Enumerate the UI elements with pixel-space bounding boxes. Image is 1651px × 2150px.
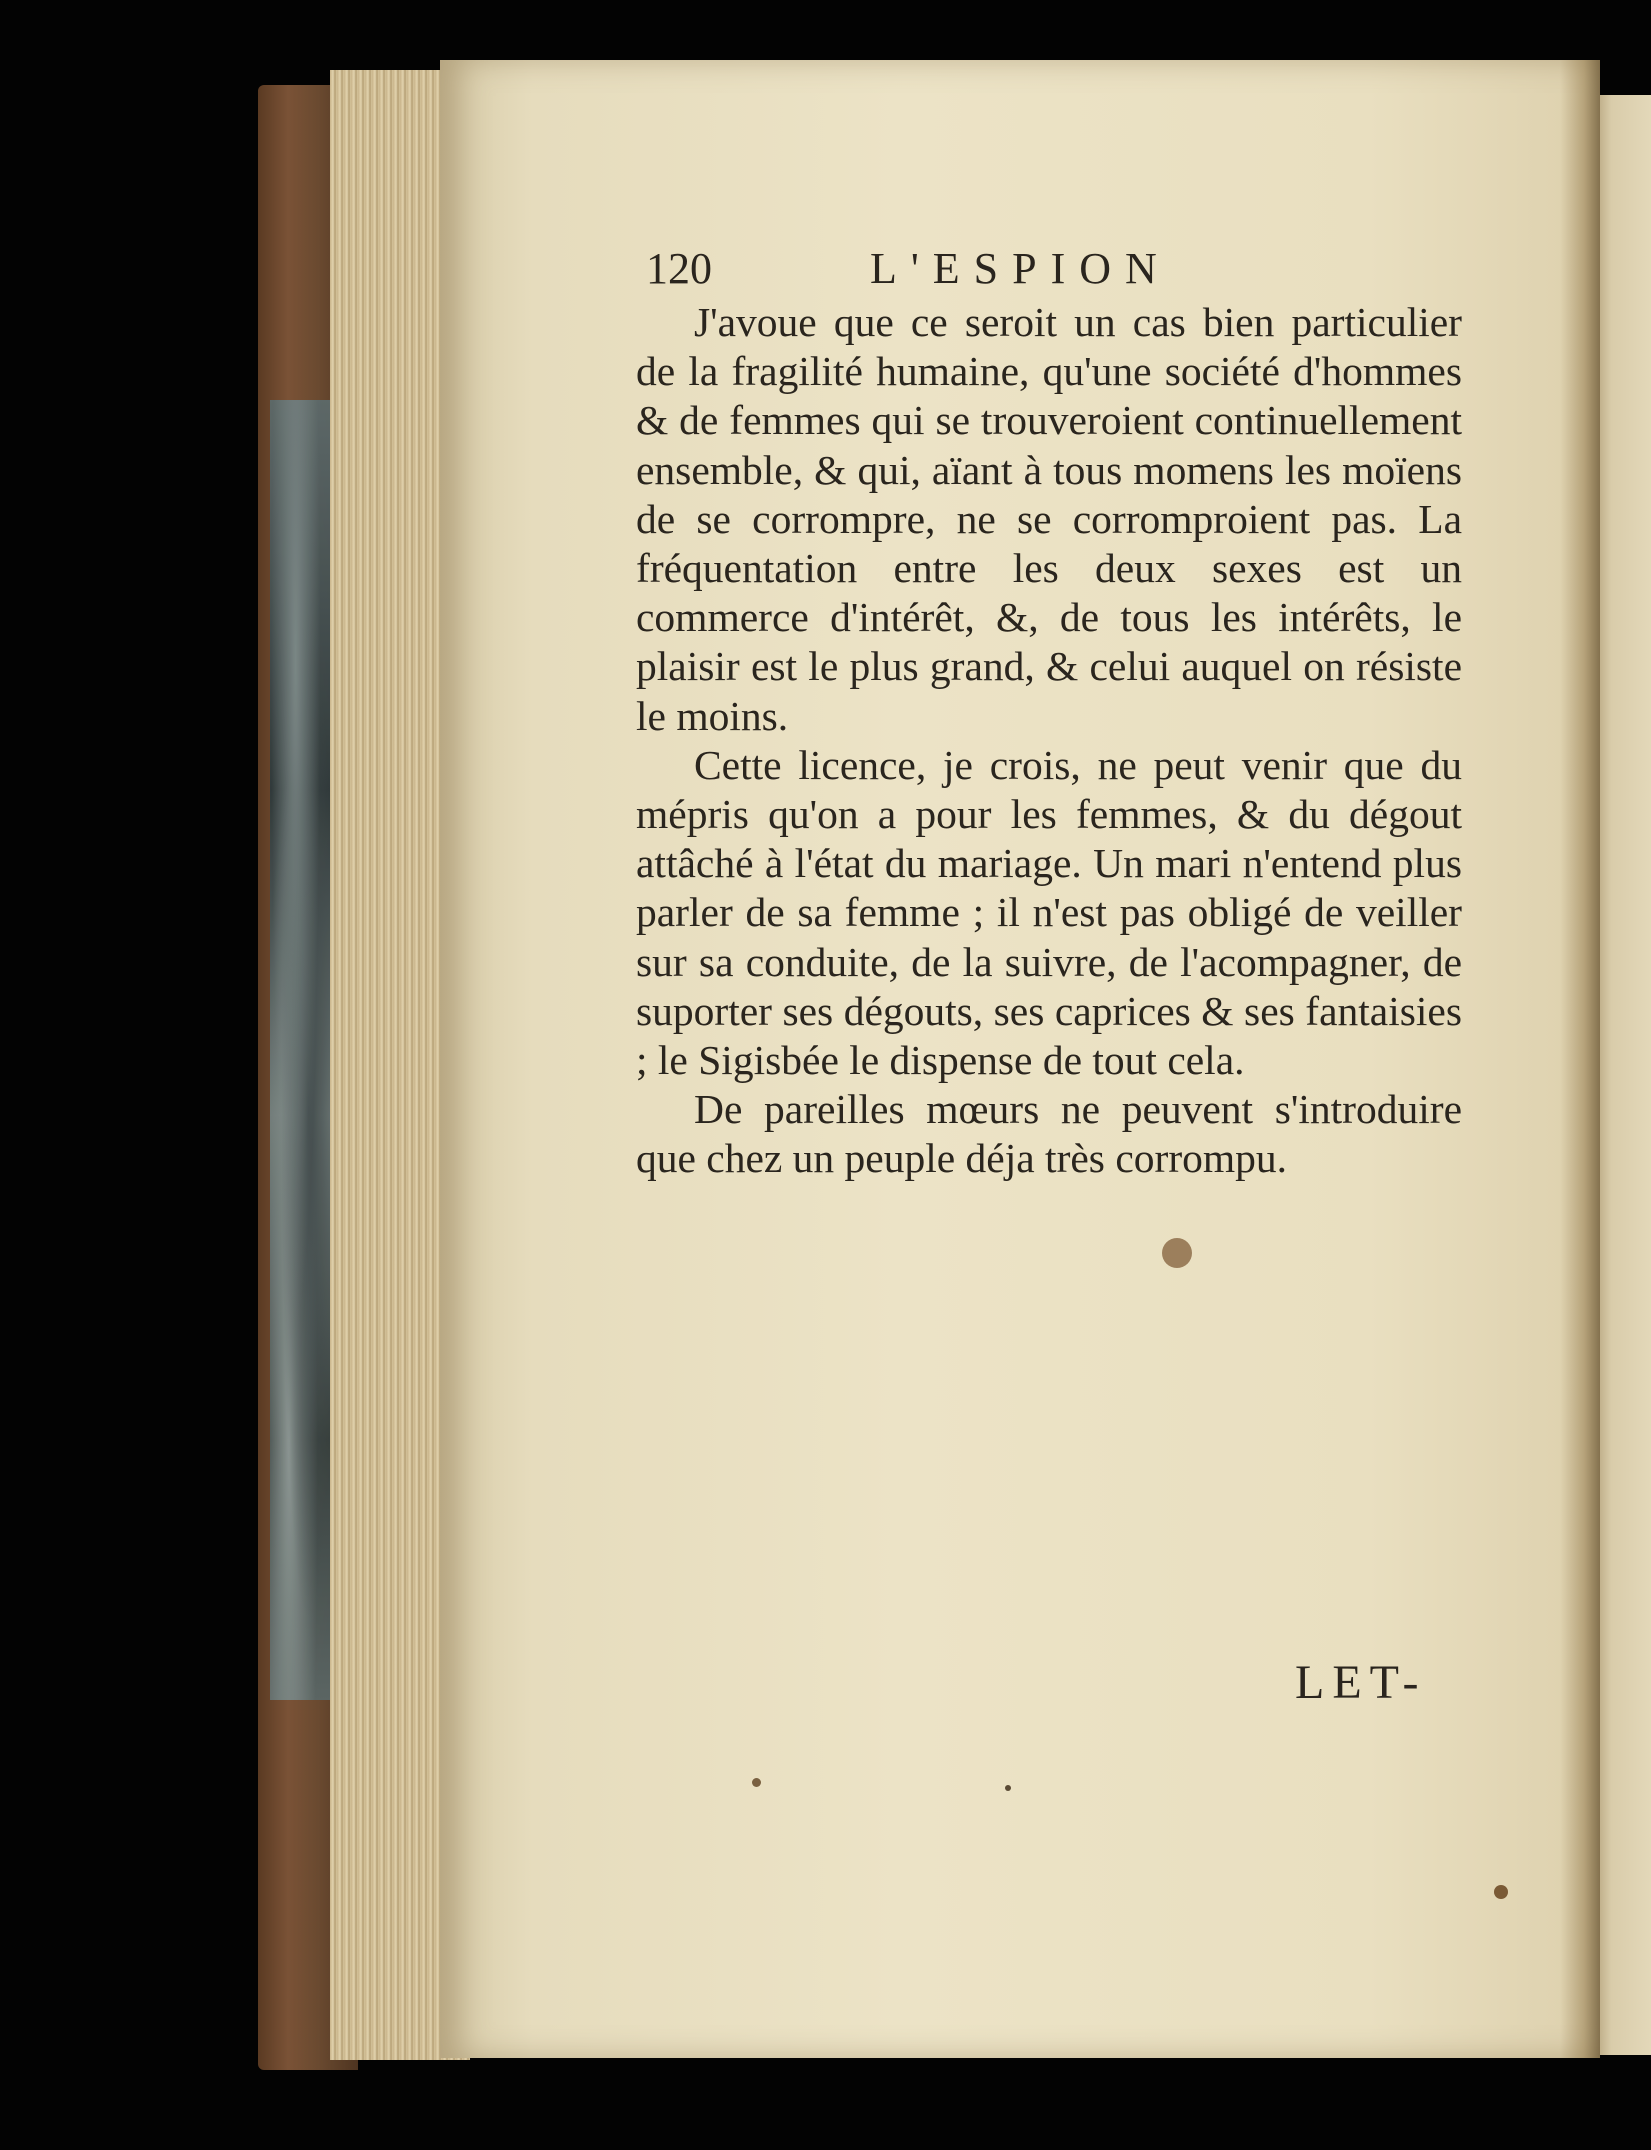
page-gutter: [1560, 60, 1600, 2058]
running-title: L'ESPION: [870, 244, 1171, 293]
paragraph-1: J'avoue que ce seroit un cas bien particulier de la fragilité humaine, qu'une société d'hommes & de femmes qui se trouveroient continuellement ensemble, & qui, aïant à tous momens les moïens de se corrompre, ne se corromproient pas. La fréquentation entre les deux sexes est un commerce d'intérêt, &, de tous les intérêts, le plaisir est le plus grand, & celui auquel on résiste le moins.: [636, 299, 1462, 739]
page-number: 120: [646, 244, 712, 293]
paper-stain: [1005, 1785, 1011, 1791]
marbled-cover-paper: [270, 400, 334, 1700]
paper-stain: [1162, 1238, 1192, 1268]
running-head: [636, 240, 1462, 298]
page-content: [636, 240, 1462, 1184]
paragraph-2: Cette licence, je crois, ne peut venir que du mépris qu'on a pour les femmes, & du dégout attâché à l'état du mariage. Un mari n'entend plus parler de sa femme ; il n'est pas obligé de veiller sur sa conduite, de la suivre, de l'acompagner, de suporter ses dégouts, ses caprices & ses fantaisies ; le Sigisbée le dispense de tout cela.: [636, 741, 1462, 1084]
catchword: LET-: [1295, 1656, 1427, 1709]
paragraph-3: De pareilles mœurs ne peuvent s'introduire que chez un peuple déja très corrompu.: [636, 1086, 1462, 1182]
paper-stain: [752, 1778, 761, 1787]
paper-stain: [1494, 1885, 1508, 1899]
